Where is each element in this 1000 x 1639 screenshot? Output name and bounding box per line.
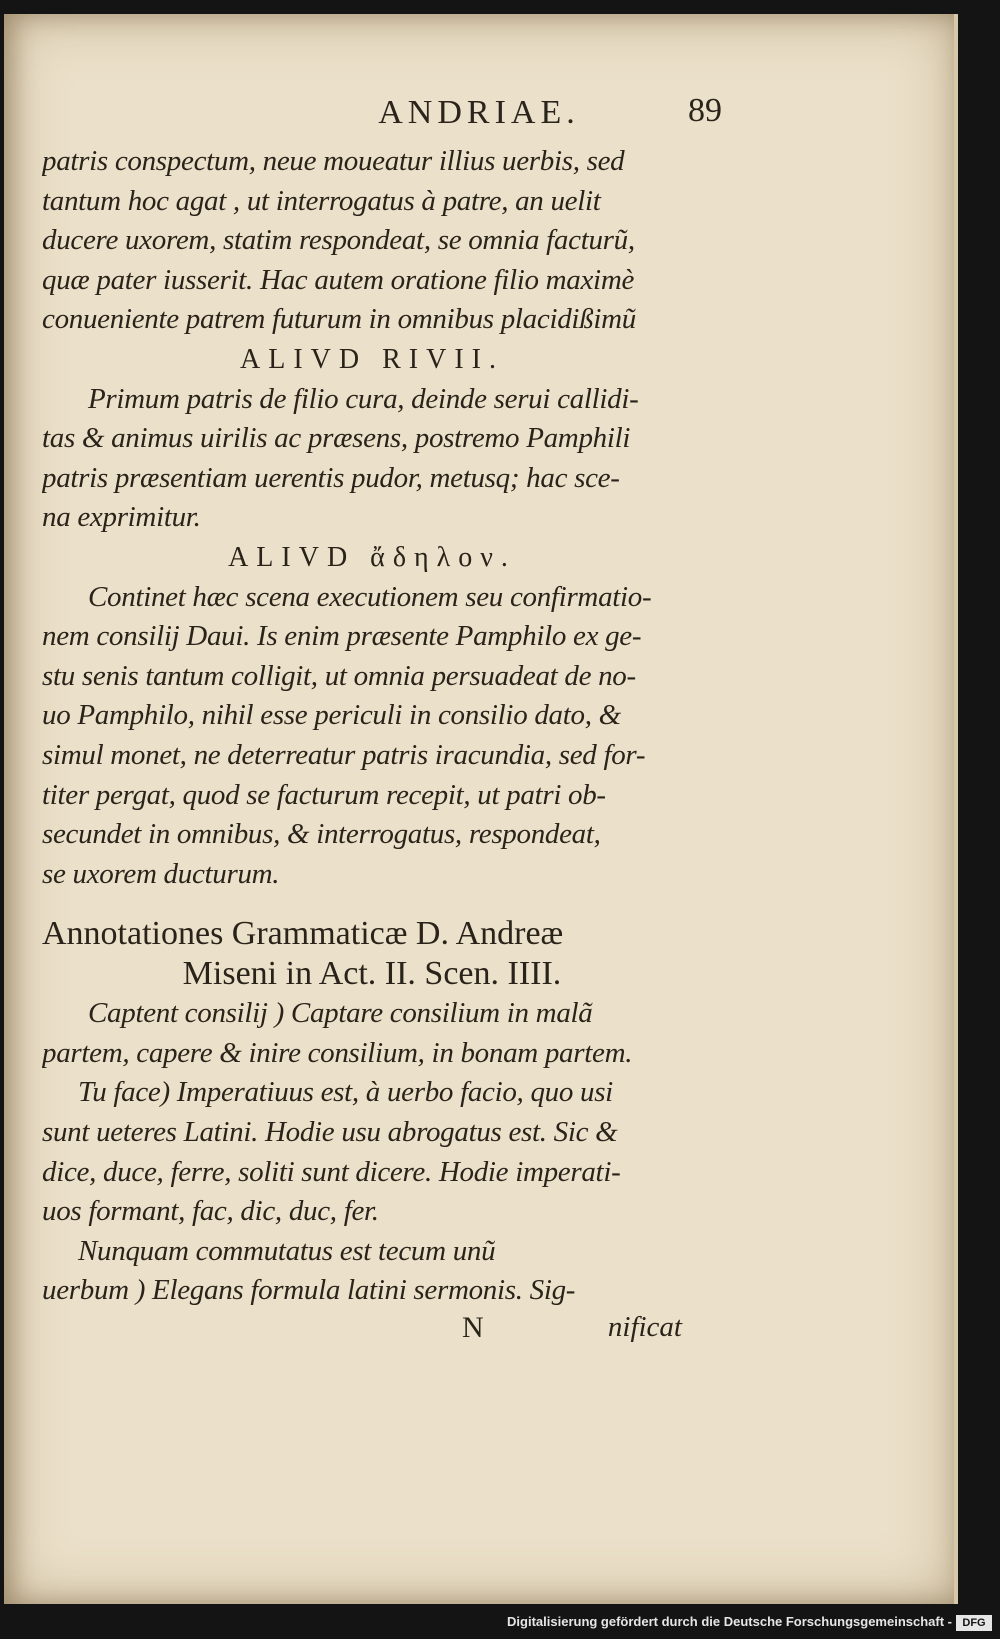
text-line: ducere uxorem, statim respondeat, se omnia facturũ, (42, 224, 635, 257)
text-line: uos formant, fac, dic, duc, fer. (42, 1195, 379, 1228)
text-line: simul monet, ne deterreatur patris iracundia, sed for- (42, 738, 646, 771)
text-line: tas & animus uirilis ac præsens, postremo Pamphili (42, 422, 631, 455)
dfg-logo: DFG (956, 1615, 992, 1631)
text-line: patris conspectum, neue moueatur illius uerbis, sed (42, 145, 625, 177)
text-line: quæ pater iusserit. Hac autem oratione filio maximè (42, 263, 635, 296)
text-line: conueniente patrem futurum in omnibus placidißimũ (42, 303, 636, 336)
text-line: Nunquam commutatus est tecum unũ (78, 1234, 496, 1267)
text-line: nem consilij Daui. Is enim præsente Pamphilo ex ge- (42, 620, 642, 653)
text-line: patris præsentiam uerentis pudor, metusq; hac sce- (42, 461, 620, 494)
signature-mark: N (462, 1311, 484, 1345)
text-line: na exprimitur. (42, 501, 201, 534)
text-line: Captent consilij ) Captare consilium in malã (88, 997, 593, 1030)
annotations-heading-line1: Annotationes Grammaticæ D. Andreæ (42, 915, 564, 953)
text-line: Tu face) Imperatiuus est, à uerbo facio, quo usi (78, 1076, 613, 1109)
catchword-line (42, 1311, 702, 1351)
text-line: dice, duce, ferre, soliti sunt dicere. Hodie imperati- (42, 1155, 621, 1188)
text-line: Primum patris de filio cura, deinde serui callidi- (88, 382, 639, 415)
footer-credit: Digitalisierung gefördert durch die Deutsche Forschungsgemeinschaft - (507, 1614, 952, 1629)
text-line: partem, capere & inire consilium, in bonam partem. (42, 1036, 633, 1069)
text-block (42, 142, 702, 1351)
text-line: titer pergat, quod se facturum recepit, ut patri ob- (42, 778, 606, 811)
text-line: sunt ueteres Latini. Hodie usu abrogatus est. Sic & (42, 1116, 618, 1149)
book-page (4, 14, 958, 1604)
text-line: uo Pamphilo, nihil esse periculi in consilio dato, & (42, 699, 621, 732)
text-line: tantum hoc agat , ut interrogatus à patre, an uelit (42, 184, 601, 217)
text-line: uerbum ) Elegans formula latini sermonis. Sig- (42, 1274, 576, 1307)
text-line: stu senis tantum colligit, ut omnia persuadeat de no- (42, 659, 636, 692)
annotations-heading-line2: Miseni in Act. II. Scen. IIII. (182, 955, 562, 993)
catchword: nificat (607, 1311, 682, 1344)
running-head: ANDRIAE. (378, 94, 580, 131)
text-line: Continet hæc scena executionem seu confirmatio- (88, 580, 652, 613)
page-number: 89 (688, 92, 722, 129)
section-heading-rivii: ALIVD RIVII. (240, 343, 504, 375)
section-heading-adelon: ALIVD ἄδηλον. (228, 541, 516, 573)
text-line: se uxorem ducturum. (42, 857, 280, 890)
text-line: secundet in omnibus, & interrogatus, respondeat, (42, 818, 601, 851)
